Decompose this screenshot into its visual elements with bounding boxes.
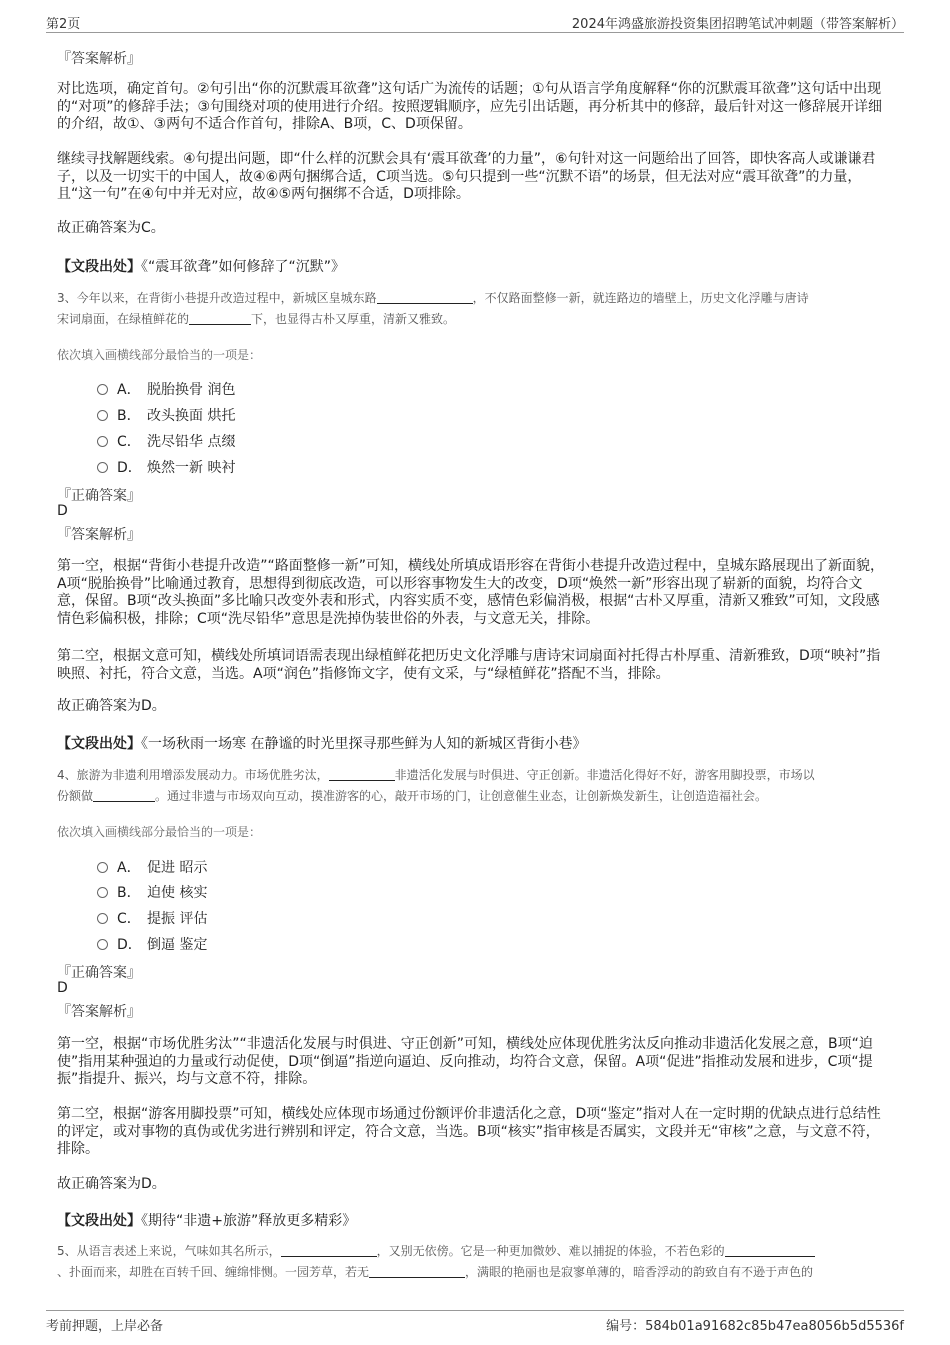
- question-text: 3、今年以来，在背街小巷提升改造过程中，新城区皇城东路 ，不仅路面整修一新，就连路边的墙壁上，历史文化浮雕与唐诗 宋词扇面，在绿植鲜花的 下，也显得古朴又厚重，清新又雅致。: [57, 291, 809, 326]
- question-prompt: 依次填入画横线部分最恰当的一项是：: [57, 825, 262, 839]
- option-a[interactable]: A． 促进 昭示: [97, 857, 207, 877]
- radio-button[interactable]: [97, 913, 108, 924]
- correct-answer: D: [57, 980, 68, 996]
- source-label: 【文段出处】: [57, 259, 141, 275]
- fill-blank: [369, 1263, 465, 1278]
- radio-button[interactable]: [97, 436, 108, 447]
- option-b[interactable]: B． 改头换面 烘托: [97, 405, 235, 425]
- analysis-paragraph: 第一空，根据“背街小巷提升改造”“路面整修一新”可知，横线处所填成语形容在背街小巷提升改造过程中，皇城东路展现出了新面貌，A项“脱胎换骨”比喻通过教育，思想得到彻底改造，可以形容事物发生大的改变，D项“焕然一新”形容出现了崭新的面貌，均符合文意，保留。B项“改头换面”多比喻只改变外表和形式，内容实质不变，感情色彩偏消极，根据“古朴又厚重，清新又雅致”可知，文段感情色彩偏积极，排除；C项“洗尽铅华”意思是洗掉伪装世俗的外表，与文意无关，排除。: [57, 558, 885, 627]
- answer-conclusion: 故正确答案为C。: [57, 220, 165, 236]
- option-d[interactable]: D． 焕然一新 映衬: [97, 457, 235, 477]
- question-text: 5、从语言表述上来说，气味如其名所示， ，又别无依傍。它是一种更加微妙、难以捕捉的体验，不若色彩的 、扑面而来，却胜在百转千回、缠绵悱恻。一园芳草，若无 ，满眼的艳丽也是寂寥单薄的，暗香浮动的韵致自有不逊于声色的: [57, 1244, 814, 1279]
- fill-blank: [377, 289, 473, 304]
- source-label: 【文段出处】: [57, 736, 141, 752]
- source-label: 【文段出处】: [57, 1213, 141, 1229]
- document-title: 2024年鸿盛旅游投资集团招聘笔试冲刺题（带答案解析）: [571, 17, 904, 32]
- source-title: 《“震耳欲聋”如何修辞了“沉默”》: [141, 259, 346, 275]
- fill-blank: [93, 787, 155, 802]
- analysis-paragraph: 继续寻找解题线索。④句提出问题，即“什么样的沉默会具有‘震耳欲聋’的力量”，⑥句针对这一问题给出了回答，即快客高人或谦谦君子，以及一切实干的中国人，故④⑥两句捆绑合适，C项当选。⑤句只提到一些“沉默不语”的场景，但无法对应“震耳欲聋”的力量，且“这一句”在④句中并无对应，故④⑤两句捆绑不合适，D项排除。: [57, 151, 876, 202]
- option-d[interactable]: D． 倒逼 鉴定: [97, 934, 207, 954]
- page-footer: [46, 1310, 904, 1333]
- footer-slogan: 考前押题，上岸必备: [46, 1319, 164, 1334]
- fill-blank: [725, 1242, 815, 1257]
- analysis-paragraph: 第一空，根据“市场优胜劣汰”“非遗活化发展与时俱进、守正创新”可知，横线处应体现优胜劣汰反向推动非遗活化发展之意，B项“迫使”指用某种强迫的力量或行动促使，D项“倒逼”指逆向逼迫、反向推动，均符合文意，保留。A项“促进”指推动发展和进步，C项“提振”指提升、振兴，均与文意不符，排除。: [57, 1036, 873, 1087]
- fill-blank: [281, 1242, 377, 1257]
- source-citation: [57, 1210, 890, 1230]
- source-title: 《一场秋雨一场寒 在静谧的时光里探寻那些鲜为人知的新城区背街小巷》: [141, 736, 587, 752]
- analysis-paragraph: 第二空，根据文意可知，横线处所填词语需表现出绿植鲜花把历史文化浮雕与唐诗宋词扇面衬托得古朴厚重、清新雅致，D项“映衬”指映照、衬托，符合文意，当选。A项“润色”指修饰文字，使有文采，与“绿植鲜花”搭配不当，排除。: [57, 648, 881, 682]
- option-a[interactable]: A． 脱胎换骨 润色: [97, 379, 235, 399]
- option-b[interactable]: B． 迫使 核实: [97, 882, 207, 902]
- radio-button[interactable]: [97, 410, 108, 421]
- source-citation: [57, 733, 890, 753]
- radio-button[interactable]: [97, 462, 108, 473]
- document-id: 编号：584b01a91682c85b47ea8056b5d5536f: [606, 1319, 904, 1334]
- page-number: 第2页: [46, 17, 81, 32]
- analysis-label: 『答案解析』: [57, 51, 141, 67]
- answer-conclusion: 故正确答案为D。: [57, 1176, 166, 1192]
- radio-button[interactable]: [97, 862, 108, 873]
- analysis-paragraph: 第二空，根据“游客用脚投票”可知，横线处应体现市场通过份额评价非遗活化之意，D项“鉴定”指对人在一定时期的优缺点进行总结性的评定，或对事物的真伪或优劣进行辨别和评定，符合文意，当选。B项“核实”指审核是否属实，文段并无“审核”之意，与文意不符，排除。: [57, 1106, 881, 1157]
- analysis-label: 『答案解析』: [57, 1004, 141, 1020]
- fill-blank: [329, 766, 395, 781]
- option-c[interactable]: C． 提振 评估: [97, 908, 207, 928]
- fill-blank: [189, 310, 251, 325]
- correct-answer-label: 『正确答案』: [57, 488, 141, 504]
- radio-button[interactable]: [97, 939, 108, 950]
- correct-answer: D: [57, 503, 68, 519]
- option-c[interactable]: C． 洗尽铅华 点缀: [97, 431, 235, 451]
- analysis-label: 『答案解析』: [57, 527, 141, 543]
- radio-button[interactable]: [97, 384, 108, 395]
- radio-button[interactable]: [97, 887, 108, 898]
- question-prompt: 依次填入画横线部分最恰当的一项是：: [57, 348, 262, 362]
- source-citation: [57, 256, 890, 276]
- source-title: 《期待“非遗+旅游”释放更多精彩》: [141, 1213, 357, 1229]
- correct-answer-label: 『正确答案』: [57, 965, 141, 981]
- answer-conclusion: 故正确答案为D。: [57, 698, 166, 714]
- analysis-paragraph: 对比选项，确定首句。②句引出“你的沉默震耳欲聋”这句话广为流传的话题；①句从语言学角度解释“你的沉默震耳欲聋”这句话中出现的“对项”的修辞手法；③句围绕对项的使用进行介绍。按照逻辑顺序，应先引出话题，再分析其中的修辞，最后针对这一修辞展开详细的介绍，故①、③两句不适合作首句，排除A、B项，C、D项保留。: [57, 81, 883, 132]
- question-text: 4、旅游为非遗利用增添发展动力。市场优胜劣汰， 非遗活化发展与时俱进、守正创新。非遗活化得好不好，游客用脚投票，市场以 份额做 。通过非遗与市场双向互动，摸准游客的心，敲开市场的门，让创意催生业态，让创新焕发新生，让创造造福社会。: [57, 768, 815, 803]
- page-header: [46, 10, 904, 33]
